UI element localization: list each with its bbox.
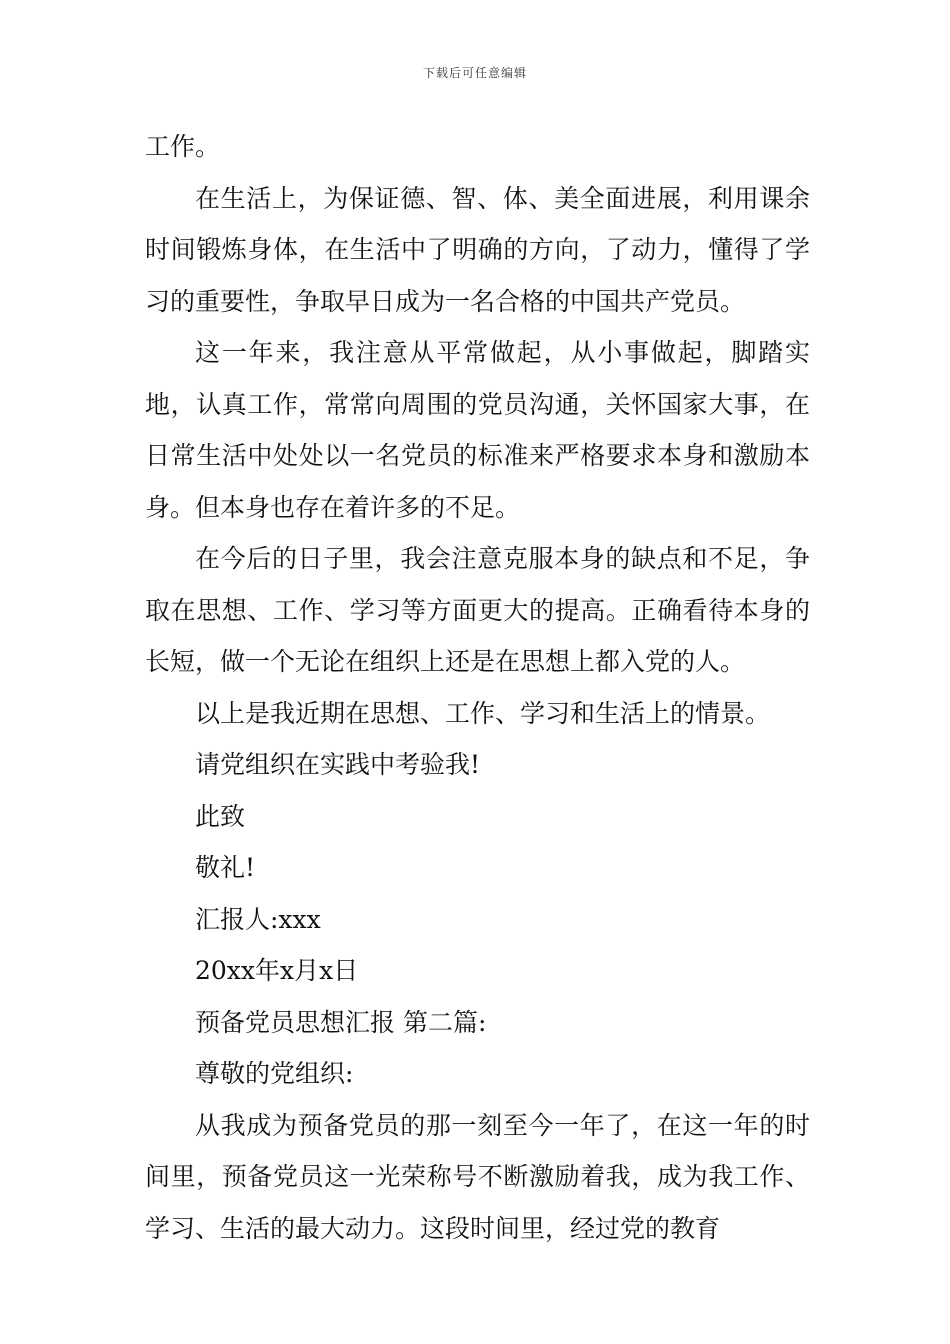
paragraph-future: 在今后的日子里，我会注意克服本身的缺点和不足，争取在思想、工作、学习等方面更大的提高。正确看待本身的长短，做一个无论在组织上还是在思想上都入党的人。	[145, 544, 810, 676]
date-line: 20xx年x月x日	[195, 956, 359, 985]
reporter-line: 汇报人:xxx	[195, 904, 321, 934]
page-header: 下载后可任意编辑	[422, 66, 527, 80]
greeting-line: 尊敬的党组织:	[195, 1059, 354, 1088]
paragraph-life: 在生活上，为保证德、智、体、美全面进展，利用课余时间锻炼身体，在生活中了明确的方向，了动力，懂得了学习的重要性，争取早日成为一名合格的中国共产党员。	[145, 183, 810, 316]
paragraph-second-intro: 从我成为预备党员的那一刻至今一年了，在这一年的时间里，预备党员这一光荣称号不断激励着我，成为我工作、学习、生活的最大动力。这段时间里，经过党的教育	[145, 1110, 810, 1243]
closing-regards: 敬礼!	[195, 853, 256, 882]
paragraph-continuation: 工作。	[145, 132, 221, 161]
closing-salutation: 此致	[195, 801, 246, 831]
paragraph-request: 请党组织在实践中考验我!	[195, 750, 481, 779]
paragraph-this-year: 这一年来，我注意从平常做起，从小事做起，脚踏实地，认真工作，常常向周围的党员沟通，关怀国家大事，在日常生活中处处以一名党员的标准来严格要求本身和激励本身。但本身也存在着许多的不足。	[145, 338, 810, 522]
document-body	[145, 121, 810, 1254]
section-title-second: 预备党员思想汇报 第二篇:	[195, 1007, 487, 1037]
paragraph-summary: 以上是我近期在思想、工作、学习和生活上的情景。	[195, 698, 771, 728]
